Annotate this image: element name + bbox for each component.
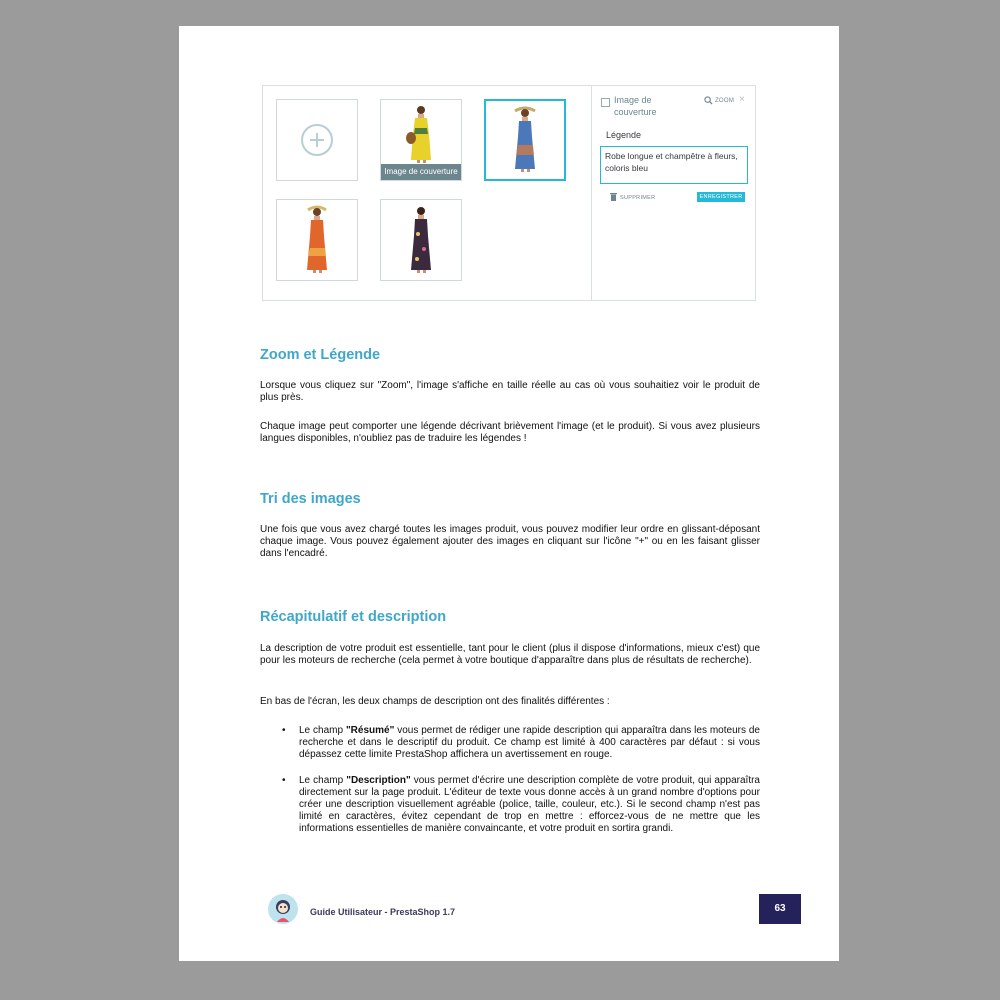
list-item: • Le champ "Résumé" vous permet de rédiger une rapide description qui apparaîtra dans les moteurs de recherche et dans le descriptif du produit. Ce champ est limité à 400 caractères par défaut : si vous dépassez cette limite PrestaShop affichera un avertissement en rouge. — [282, 725, 760, 760]
list-item: • Le champ "Description" vous permet d'écrire une description complète de votre produit, qui apparaîtra directement sur la page produit. L'éditeur de texte vous donne accès à un grand nombre d'options pour créer une description visuellement agréable (police, taille, couleur, etc.). Si le second champ n'est pas limité en caractères, évitez cependant de trop en mettre : efforcez-vous de ne mettre que les informations essentielles de manière convaincante, et votre produit en sortira grandi. — [282, 775, 760, 834]
product-image-orange-dress[interactable] — [276, 199, 358, 281]
cover-image-checkbox-label: Image de couverture — [614, 95, 657, 117]
sort-section-title: Tri des images — [260, 491, 361, 507]
cover-image-checkbox[interactable] — [601, 98, 610, 107]
zoom-label: ZOOM — [714, 98, 735, 105]
search-icon — [704, 96, 713, 105]
product-image-dark-dress[interactable] — [380, 199, 462, 281]
product-image-blue-dress[interactable] — [484, 99, 566, 181]
legend-label: Légende — [606, 130, 642, 140]
zoom-paragraph-1: Lorsque vous cliquez sur "Zoom", l'image s'affiche en taille réelle au cas où vous souhaitiez voir le produit de plus près. — [260, 380, 760, 403]
image-settings-panel — [591, 86, 756, 300]
add-image-tile[interactable] — [276, 99, 358, 181]
dark-dress-image — [401, 204, 441, 276]
zoom-button[interactable] — [704, 96, 734, 105]
zoom-paragraph-2: Chaque image peut comporter une légende décrivant brièvement l'image (et le produit). Si vous avez plusieurs langues disponibles, n'oubliez pas de traduire les légendes ! — [260, 421, 760, 444]
yellow-dress-image — [401, 104, 441, 164]
legend-textarea[interactable]: Robe longue et champêtre à fleurs, coloris bleu — [600, 146, 748, 184]
save-button[interactable]: ENREGISTRER — [697, 192, 745, 202]
product-image-yellow-dress[interactable] — [380, 99, 462, 181]
close-icon[interactable]: × — [739, 94, 745, 105]
document-page — [179, 26, 839, 961]
orange-dress-image — [297, 204, 337, 276]
sort-paragraph-1: Une fois que vous avez chargé toutes les images produit, vous pouvez modifier leur ordre en glissant-déposant chaque image. Vous pouvez également ajouter des images en cliquant sur l'icône "+" ou en les faisant glisser dans l'encadré. — [260, 524, 760, 559]
prestashop-logo — [268, 894, 298, 924]
summary-paragraph-1: La description de votre produit est essentielle, tant pour le client (plus il dispose d'informations, mieux c'est) que pour les moteurs de recherche (cela permet à votre boutique d'apparaître dans plus de résultats de recherche). — [260, 643, 760, 666]
page-number: 63 — [759, 894, 801, 924]
summary-section-title: Récapitulatif et description — [260, 609, 447, 625]
zoom-section-title: Zoom et Légende — [260, 347, 381, 363]
footer-title: Guide Utilisateur - PrestaShop 1.7 — [310, 907, 456, 917]
delete-button[interactable]: SUPPRIMER — [620, 195, 656, 201]
plus-icon[interactable] — [301, 124, 333, 156]
trash-icon[interactable] — [610, 192, 617, 201]
description-fields-list — [260, 725, 760, 835]
summary-paragraph-2: En bas de l'écran, les deux champs de description ont des finalités différentes : — [260, 696, 610, 707]
cover-image-badge: Image de couverture — [381, 164, 461, 180]
image-manager-screenshot — [262, 85, 756, 301]
blue-dress-image — [505, 105, 545, 175]
